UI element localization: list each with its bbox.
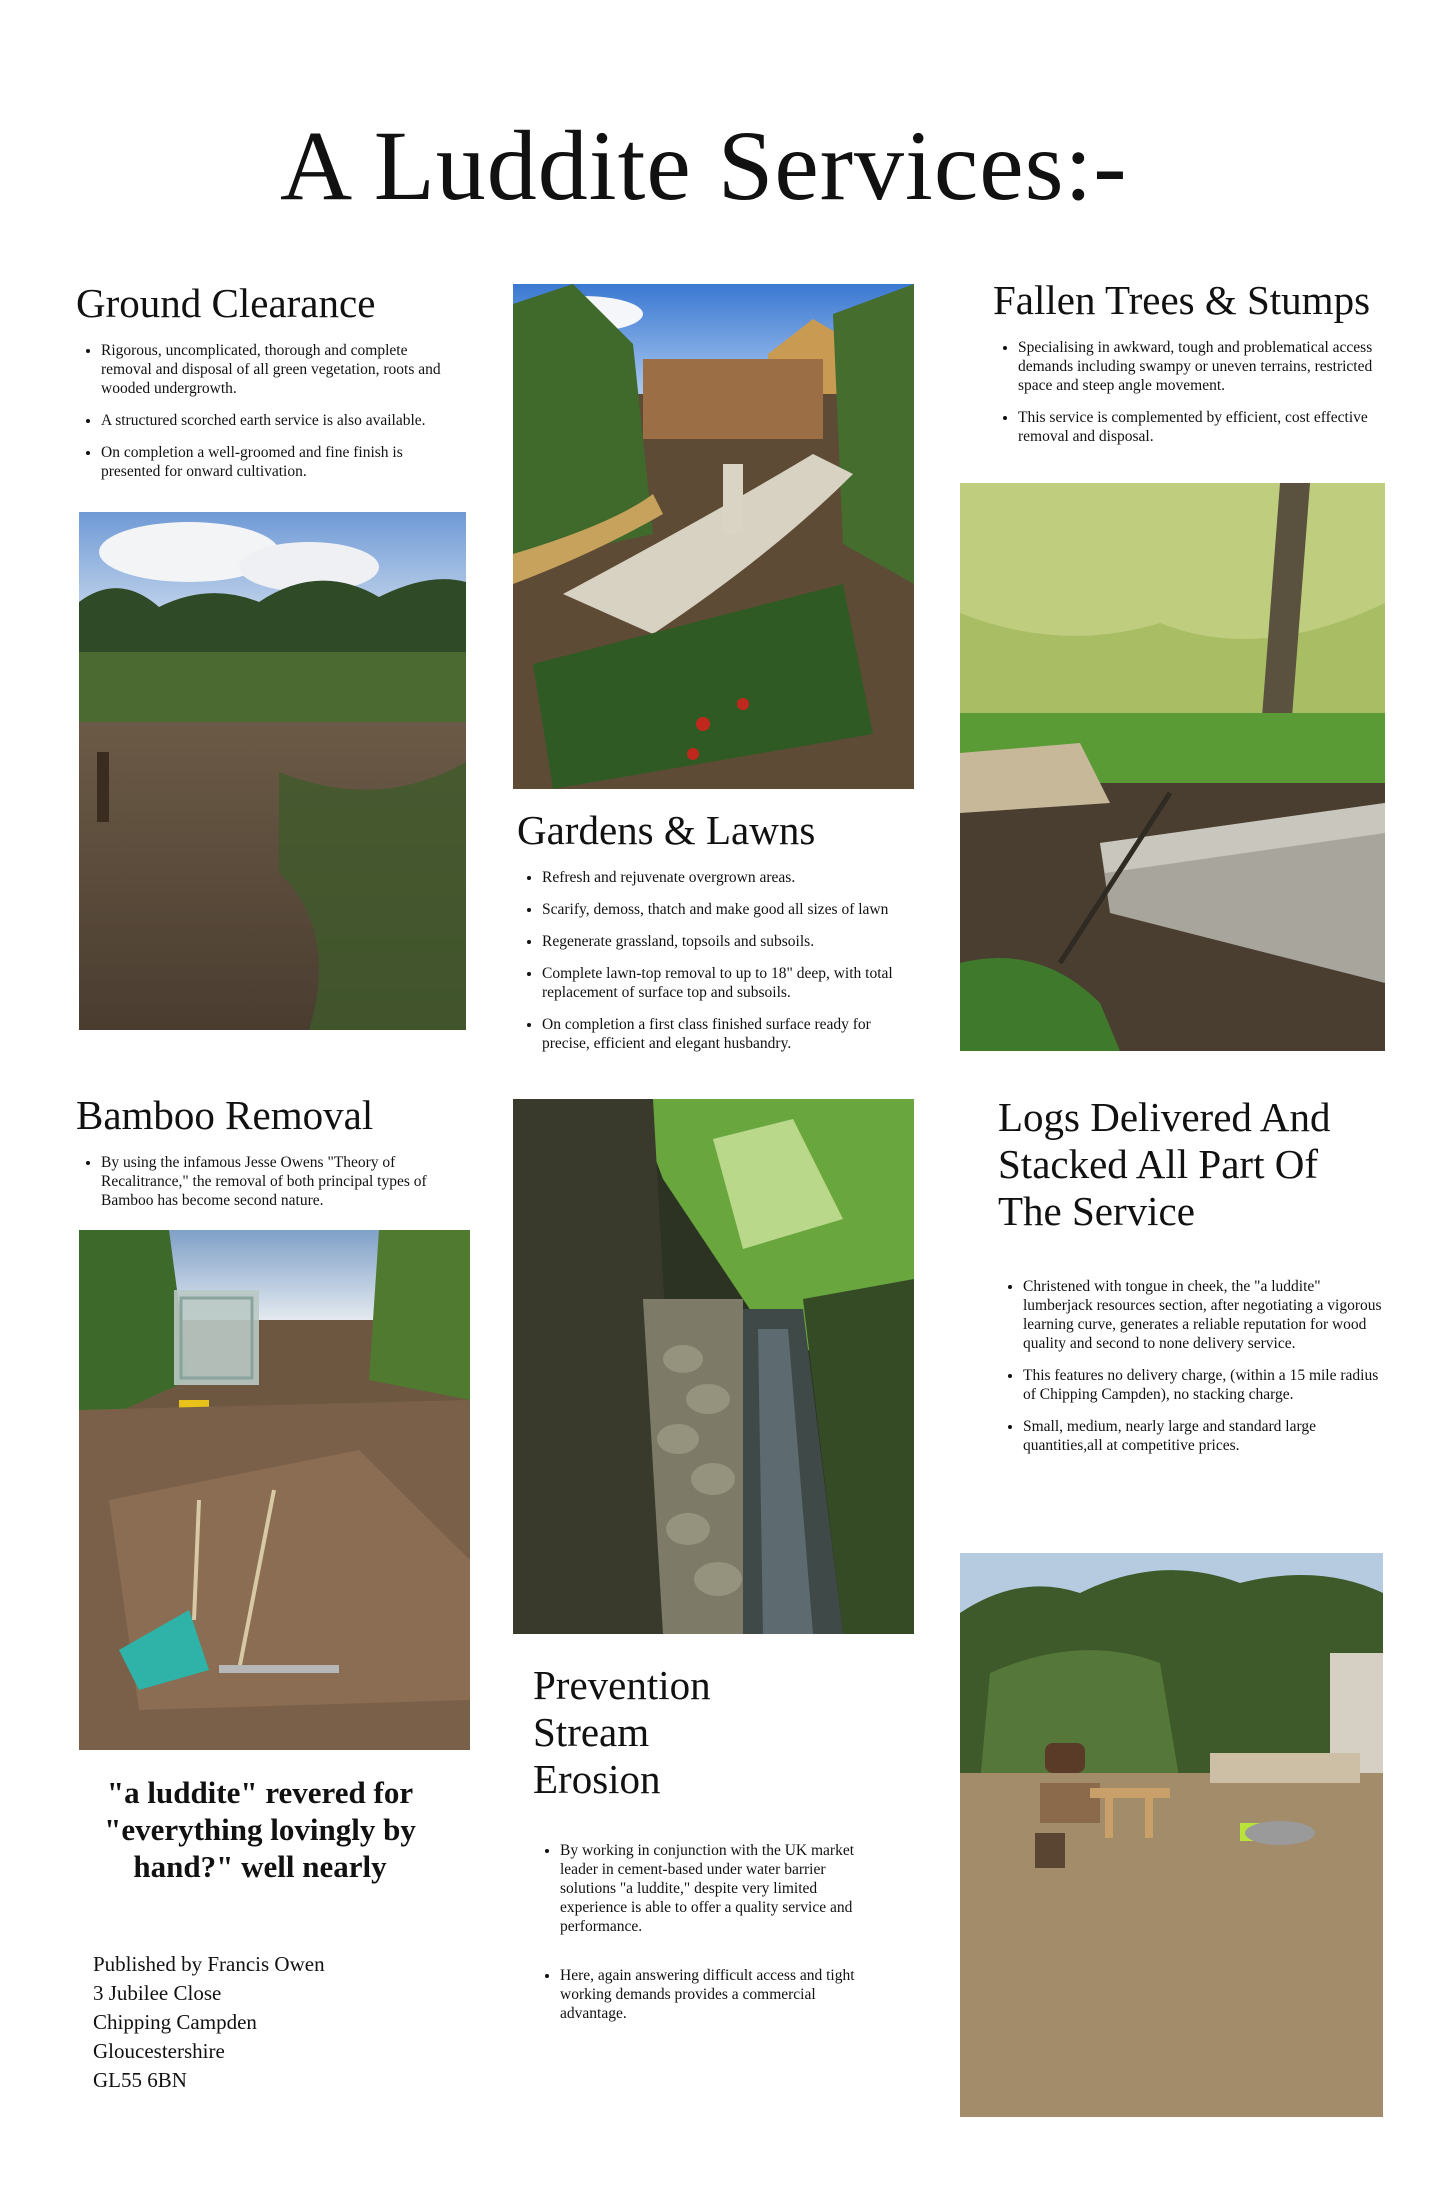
list-item: • This features no delivery charge, (within a 15 mile radius of Chipping Campden), no stacking charge. bbox=[1023, 1366, 1388, 1404]
list-item: • Scarify, demoss, thatch and make good all sizes of lawn bbox=[542, 900, 897, 919]
list-item: • Rigorous, uncomplicated, thorough and complete removal and disposal of all green vegetation, roots and wooded undergrowth. bbox=[101, 341, 446, 398]
bamboo-heading: Bamboo Removal bbox=[76, 1092, 374, 1138]
list-item: • Complete lawn-top removal to up to 18" deep, with total replacement of surface top and subsoils. bbox=[542, 964, 897, 1002]
gardens-lawns-section bbox=[517, 807, 897, 1066]
publisher-line: GL55 6BN bbox=[93, 2068, 187, 2092]
publisher-line: Gloucestershire bbox=[93, 2039, 225, 2063]
list-item: • Specialising in awkward, tough and problematical access demands including swampy or uneven terrains, restricted space and steep angle movement. bbox=[1018, 338, 1383, 395]
stream-heading-line: Prevention bbox=[533, 1662, 711, 1708]
list-item: • This service is complemented by efficient, cost effective removal and disposal. bbox=[1018, 408, 1383, 446]
list-item: • Refresh and rejuvenate overgrown areas. bbox=[542, 868, 897, 887]
fallen-tree-photo bbox=[960, 483, 1385, 1051]
list-item: • Christened with tongue in cheek, the "a luddite" lumberjack resources section, after negotiating a vigorous learning curve, generates a reliable reputation for wood quality and second to none delivery service. bbox=[1023, 1277, 1388, 1353]
logs-section bbox=[998, 1094, 1388, 1468]
list-item: • On completion a well-groomed and fine finish is presented for onward cultivation. bbox=[101, 443, 446, 481]
ground-clearance-section bbox=[76, 280, 446, 494]
stream-list bbox=[533, 1841, 883, 2023]
logs-heading-line: Stacked All Part Of bbox=[998, 1141, 1318, 1188]
garden-path-photo bbox=[513, 284, 914, 789]
ground-clearance-heading: Ground Clearance bbox=[76, 280, 376, 326]
publisher-line: 3 Jubilee Close bbox=[93, 1981, 222, 2005]
gardens-lawns-heading: Gardens & Lawns bbox=[517, 807, 816, 853]
bamboo-section bbox=[76, 1092, 446, 1223]
page-title: A Luddite Services:- bbox=[280, 110, 1128, 221]
list-item: • By using the infamous Jesse Owens "Theory of Recalitrance," the removal of both principal types of Bamboo has become second nature. bbox=[101, 1153, 446, 1210]
list-item: • Regenerate grassland, topsoils and subsoils. bbox=[542, 932, 897, 951]
list-item: • By working in conjunction with the UK market leader in cement-based under water barrier solutions "a luddite," despite very limited experience is able to offer a quality service and performance. bbox=[560, 1841, 883, 1936]
logs-heading-line: Logs Delivered And bbox=[998, 1094, 1331, 1140]
stream-heading-line: Stream bbox=[533, 1709, 650, 1756]
logs-heading bbox=[998, 1094, 1388, 1235]
logs-heading-line: The Service bbox=[998, 1188, 1195, 1235]
gardens-lawns-list bbox=[517, 868, 897, 1053]
fallen-trees-section bbox=[993, 277, 1383, 459]
list-item: • A structured scorched earth service is also available. bbox=[101, 411, 446, 430]
list-item: • Here, again answering difficult access and tight working demands provides a commercial advantage. bbox=[560, 1966, 883, 2023]
publisher-line: Chipping Campden bbox=[93, 2010, 257, 2034]
stream-bank-photo bbox=[513, 1099, 914, 1634]
tagline-quote: "a luddite" revered for "everything lovingly by hand?" well nearly bbox=[104, 1775, 416, 1884]
dug-bed-photo bbox=[79, 1230, 470, 1750]
fallen-trees-heading: Fallen Trees & Stumps bbox=[993, 277, 1371, 323]
stream-section bbox=[533, 1662, 883, 2036]
list-item: • On completion a first class finished surface ready for precise, efficient and elegant husbandry. bbox=[542, 1015, 897, 1053]
publisher-block bbox=[93, 1950, 325, 2095]
list-item: • Small, medium, nearly large and standard large quantities,all at competitive prices. bbox=[1023, 1417, 1388, 1455]
cleared-ground-photo bbox=[79, 512, 466, 1030]
bamboo-list bbox=[76, 1153, 446, 1210]
log-yard-photo bbox=[960, 1553, 1383, 2117]
logs-list bbox=[998, 1277, 1388, 1455]
stream-heading-line: Erosion bbox=[533, 1756, 661, 1803]
fallen-trees-list bbox=[993, 338, 1383, 446]
ground-clearance-list bbox=[76, 341, 446, 481]
publisher-line: Published by Francis Owen bbox=[93, 1952, 325, 1976]
stream-heading bbox=[533, 1662, 883, 1803]
